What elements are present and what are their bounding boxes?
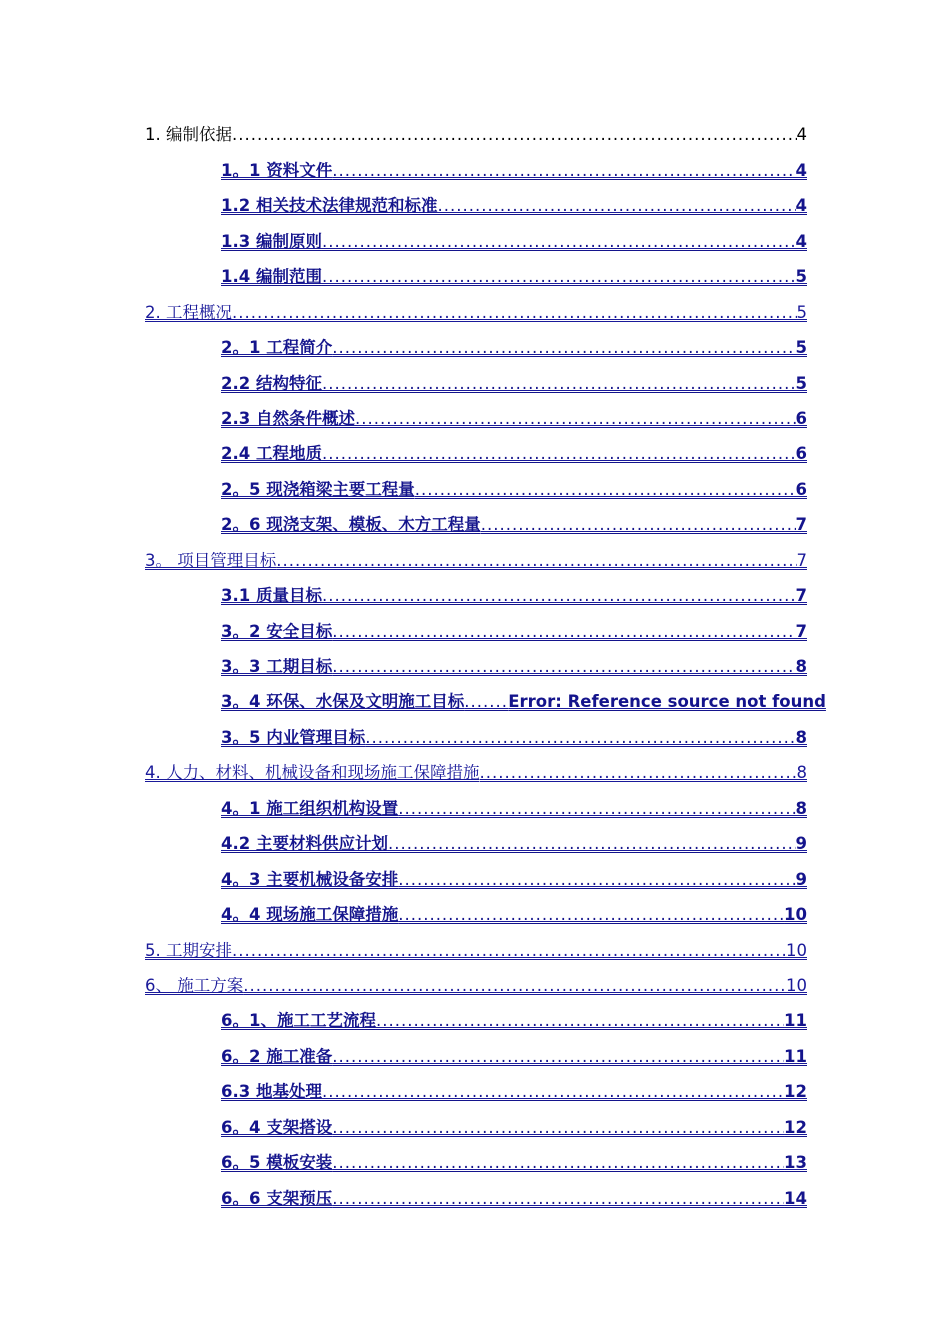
toc-entry-page-number: 6 [795,479,807,499]
toc-entry-page-number: 12 [784,1082,807,1102]
toc-leader-dots [232,941,786,961]
toc-entry-title: 4. 人力、材料、机械设备和现场施工保障措施 [145,763,480,783]
toc-entry-subsection[interactable] [145,153,807,188]
toc-entry-page-number: 4 [795,231,807,251]
toc-leader-dots [415,480,796,500]
toc-entry-title: 3。5 内业管理目标 [221,727,366,747]
toc-leader-dots [481,515,796,535]
toc-entry-title: 4。3 主要机械设备安排 [221,869,399,889]
toc-leader-dots [322,1082,784,1102]
toc-entry-subsection[interactable] [145,331,807,366]
toc-entry-section [145,118,807,153]
toc-leader-dots [464,692,508,712]
toc-entry-subsection[interactable] [145,791,807,826]
toc-leader-dots [243,976,786,996]
toc-entry-subsection[interactable] [145,366,807,401]
toc-entry-title: 4.2 主要材料供应计划 [221,834,388,854]
toc-entry-page-number: 4 [795,160,807,180]
toc-entry-subsection[interactable] [145,650,807,685]
toc-entry-subsection[interactable] [145,260,807,295]
toc-leader-dots [232,125,797,145]
toc-leader-dots [332,622,795,642]
toc-entry-page-number: 5 [795,338,807,358]
toc-leader-dots [398,905,784,925]
toc-entry-title: 2。5 现浇箱梁主要工程量 [221,479,415,499]
toc-entry-subsection[interactable] [145,1181,807,1216]
toc-entry-page-number: 7 [795,515,807,535]
toc-entry-page-number: 5 [795,373,807,393]
toc-entry-page-number: 9 [795,869,807,889]
toc-entry-page-number: 12 [784,1117,807,1137]
toc-entry-title: 2.3 自然条件概述 [221,408,355,428]
toc-leader-dots [365,728,795,748]
toc-entry-subsection[interactable] [145,508,807,543]
toc-entry-subsection[interactable] [145,827,807,862]
toc-entry-subsection[interactable] [145,720,807,755]
toc-entry-page-number: 8 [795,798,807,818]
toc-entry-title: 2.2 结构特征 [221,373,322,393]
toc-entry-subsection[interactable] [145,579,807,614]
toc-entry-section[interactable] [145,543,807,578]
toc-entry-subsection[interactable] [145,685,826,720]
toc-leader-dots [398,870,795,890]
toc-entry-title: 3。2 安全目标 [221,621,333,641]
toc-entry-page-number: 8 [796,763,807,783]
toc-leader-dots [332,1189,784,1209]
toc-entry-page-number: 7 [796,550,807,570]
toc-entry-title: 3。4 环保、水保及文明施工目标 [221,692,465,712]
toc-entry-title: 6.3 地基处理 [221,1082,322,1102]
toc-entry-page-number: 4 [795,196,807,216]
toc-entry-title: 1. 编制依据 [145,125,232,145]
toc-entry-title: 2. 工程概况 [145,302,232,322]
toc-leader-dots [322,232,796,252]
toc-entry-page-number: 10 [786,975,807,995]
toc-entry-title: 6。4 支架搭设 [221,1117,333,1137]
toc-entry-page-number: Error: Reference source not found [508,692,826,712]
toc-leader-dots [322,444,796,464]
table-of-contents [145,118,826,1217]
toc-entry-title: 6。5 模板安装 [221,1153,333,1173]
toc-entry-title: 1。1 资料文件 [221,160,333,180]
toc-entry-title: 6。1、施工工艺流程 [221,1011,376,1031]
toc-entry-section[interactable] [145,756,807,791]
toc-entry-page-number: 4 [796,125,807,145]
toc-entry-subsection[interactable] [145,898,807,933]
toc-entry-subsection[interactable] [145,1146,807,1181]
toc-leader-dots [322,374,796,394]
toc-entry-page-number: 8 [795,657,807,676]
toc-entry-page-number: 11 [784,1046,807,1066]
toc-entry-subsection[interactable] [145,862,807,897]
toc-entry-title: 2.4 工程地质 [221,444,322,464]
toc-entry-subsection[interactable] [145,1039,807,1074]
toc-entry-subsection[interactable] [145,189,807,224]
toc-entry-page-number: 10 [784,905,807,925]
toc-entry-subsection[interactable] [145,437,807,472]
toc-entry-section[interactable] [145,295,807,330]
toc-entry-page-number: 11 [784,1011,807,1031]
toc-entry-title: 1.4 编制范围 [221,267,322,287]
toc-entry-title: 4。1 施工组织机构设置 [221,798,399,818]
toc-leader-dots [388,834,796,854]
toc-entry-page-number: 5 [795,267,807,287]
toc-entry-title: 5. 工期安排 [145,940,232,960]
toc-entry-subsection[interactable] [145,1004,807,1039]
toc-entry-page-number: 14 [784,1188,807,1208]
toc-entry-title: 3。 项目管理目标 [145,550,277,570]
toc-entry-page-number: 13 [784,1153,807,1173]
toc-entry-page-number: 10 [786,940,807,960]
toc-leader-dots [437,196,795,216]
toc-entry-page-number: 7 [795,586,807,606]
toc-leader-dots [376,1011,784,1031]
toc-leader-dots [332,338,795,358]
toc-entry-title: 4。4 现场施工保障措施 [221,905,399,925]
toc-entry-title: 3.1 质量目标 [221,586,322,606]
toc-leader-dots [276,551,796,571]
toc-entry-title: 6。2 施工准备 [221,1046,333,1066]
toc-leader-dots [480,763,797,783]
toc-entry-subsection[interactable] [145,224,807,259]
toc-leader-dots [322,267,796,287]
toc-entry-subsection[interactable] [145,1110,807,1145]
toc-entry-subsection[interactable] [145,1075,807,1110]
toc-entry-page-number: 8 [795,727,807,747]
toc-entry-page-number: 6 [795,444,807,464]
toc-leader-dots [322,586,796,606]
toc-entry-title: 6。6 支架预压 [221,1188,333,1208]
toc-entry-subsection[interactable] [145,472,807,507]
toc-leader-dots [332,161,795,181]
toc-entry-page-number: 6 [795,408,807,428]
toc-entry-subsection[interactable] [145,614,807,649]
toc-entry-page-number: 5 [796,302,807,322]
toc-entry-title: 3。3 工期目标 [221,657,333,676]
toc-entry-subsection[interactable] [145,402,807,437]
toc-leader-dots [332,657,795,677]
toc-leader-dots [332,1118,784,1138]
toc-entry-page-number: 7 [795,621,807,641]
toc-entry-page-number: 9 [795,834,807,854]
toc-leader-dots [355,409,796,429]
toc-entry-title: 6、 施工方案 [145,975,244,995]
toc-entry-section[interactable] [145,933,807,968]
toc-leader-dots [332,1047,784,1067]
toc-entry-title: 2。1 工程简介 [221,338,333,358]
toc-entry-section[interactable] [145,969,807,1004]
toc-entry-title: 2。6 现浇支架、模板、木方工程量 [221,515,481,535]
toc-leader-dots [398,799,795,819]
toc-entry-title: 1.2 相关技术法律规范和标准 [221,196,438,216]
toc-leader-dots [232,303,797,323]
toc-leader-dots [332,1153,784,1173]
toc-entry-title: 1.3 编制原则 [221,231,322,251]
